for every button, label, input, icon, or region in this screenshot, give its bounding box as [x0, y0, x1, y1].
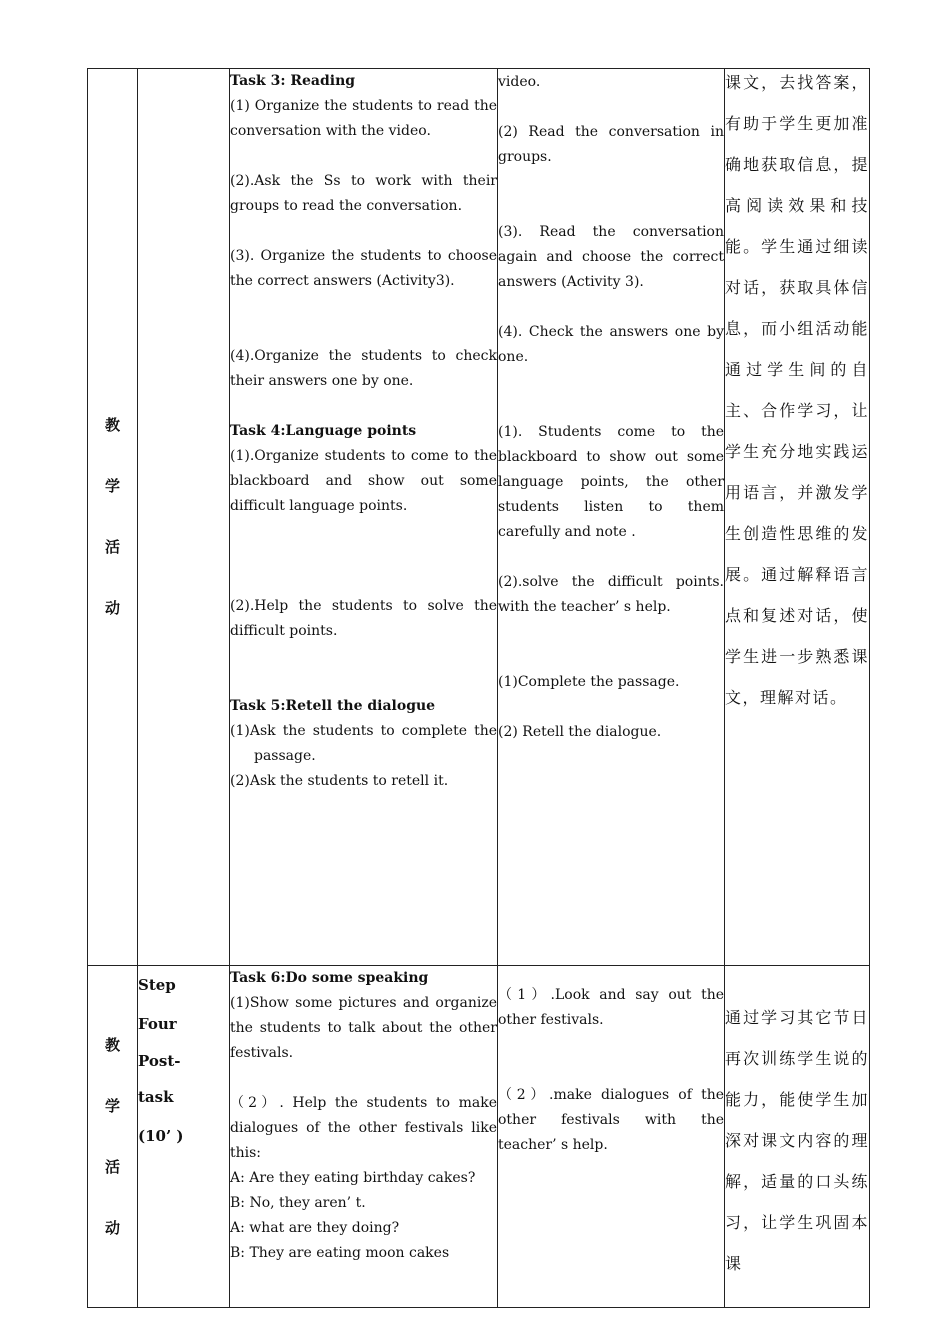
student-step: (1)Complete the passage. [498, 674, 680, 690]
design-purpose-cell [725, 966, 870, 1308]
dialogue-line: A: Are they eating birthday cakes? [230, 1170, 476, 1186]
teacher-activity-cell [230, 966, 498, 1308]
step-cell [138, 69, 230, 966]
section-label-char: 活 [104, 538, 120, 556]
section-label-cell [88, 966, 138, 1308]
section-label-char: 活 [104, 1157, 120, 1176]
teacher-step: (1).Organize students to come to the blackboard and show out some difficult language points. [230, 448, 497, 514]
student-step: （1）.Look and say out the other festivals. [498, 987, 724, 1028]
lesson-plan-table [87, 68, 870, 1308]
dialogue-line: A: what are they doing? [230, 1220, 400, 1236]
task-title: Task 3: Reading [230, 73, 356, 89]
student-step: video. [498, 74, 541, 90]
step-line: (10’ ) [138, 1127, 184, 1145]
teacher-step: (2).Help the students to solve the difficult points. [230, 598, 497, 639]
student-step: (1). Students come to the blackboard to show out some language points, the other students listen to them carefully and note . [498, 424, 724, 540]
step-line: Four [138, 1015, 177, 1033]
task-title: Task 6:Do some speaking [230, 970, 429, 986]
student-step: (4). Check the answers one by one. [498, 324, 724, 365]
task-title: Task 5:Retell the dialogue [230, 698, 436, 714]
table-row [88, 966, 870, 1308]
student-step: (2) Read the conversation in groups. [498, 124, 724, 165]
section-label-char: 教 [104, 416, 120, 434]
design-purpose-text: 课文，去找答案，有助于学生更加准确地获取信息，提高阅读效果和技能。学生通过细读对话，获取具体信息，而小组活动能通过学生间的自主、合作学习，让学生充分地实践运用语言，并激发学生创造性思维的发展。通过解释语言点和复述对话，使学生进一步熟悉课文，理解对话。 [725, 73, 869, 707]
student-step: （2）.make dialogues of the other festivals with the teacher’ s help. [498, 1087, 724, 1153]
teacher-step: （2）. Help the students to make dialogues of the other festivals like this: [230, 1095, 497, 1161]
student-step: (2).solve the difficult points. with the teacher’ s help. [498, 574, 724, 615]
teacher-step: (1)Ask the students to complete the passage. [230, 723, 497, 764]
table-row [88, 69, 870, 966]
teacher-step: (4).Organize the students to check their answers one by one. [230, 348, 497, 389]
teacher-step: (1)Show some pictures and organize the students to talk about the other festivals. [230, 995, 497, 1061]
student-step: (2) Retell the dialogue. [498, 724, 662, 740]
step-line: Post- [138, 1052, 181, 1070]
section-label-char: 动 [104, 1218, 120, 1237]
dialogue-line: B: They are eating moon cakes [230, 1245, 450, 1261]
student-activity-cell [498, 69, 725, 966]
step-line: Step [138, 976, 176, 994]
section-label-char: 教 [104, 1035, 120, 1054]
section-label-cell [88, 69, 138, 966]
teacher-step: (2).Ask the Ss to work with their groups to read the conversation. [230, 173, 497, 214]
teacher-activity-cell [230, 69, 498, 966]
step-cell [138, 966, 230, 1308]
teacher-step: (2)Ask the students to retell it. [230, 773, 449, 789]
dialogue-line: B: No, they aren’ t. [230, 1195, 366, 1211]
student-step: (3). Read the conversation again and choose the correct answers (Activity 3). [498, 224, 724, 290]
teacher-step: (3). Organize the students to choose the correct answers (Activity3). [230, 248, 497, 289]
design-purpose-text: 通过学习其它节日再次训练学生说的能力，能使学生加深对课文内容的理解，适量的口头练习，让学生巩固本课 [725, 1008, 869, 1273]
task-title: Task 4:Language points [230, 423, 417, 439]
teacher-step: (1) Organize the students to read the conversation with the video. [230, 98, 497, 139]
section-label-char: 学 [104, 1096, 120, 1115]
student-activity-cell [498, 966, 725, 1308]
section-label-char: 动 [104, 599, 120, 617]
step-line: task [138, 1088, 174, 1106]
section-label-char: 学 [104, 477, 120, 495]
design-purpose-cell [725, 69, 870, 966]
